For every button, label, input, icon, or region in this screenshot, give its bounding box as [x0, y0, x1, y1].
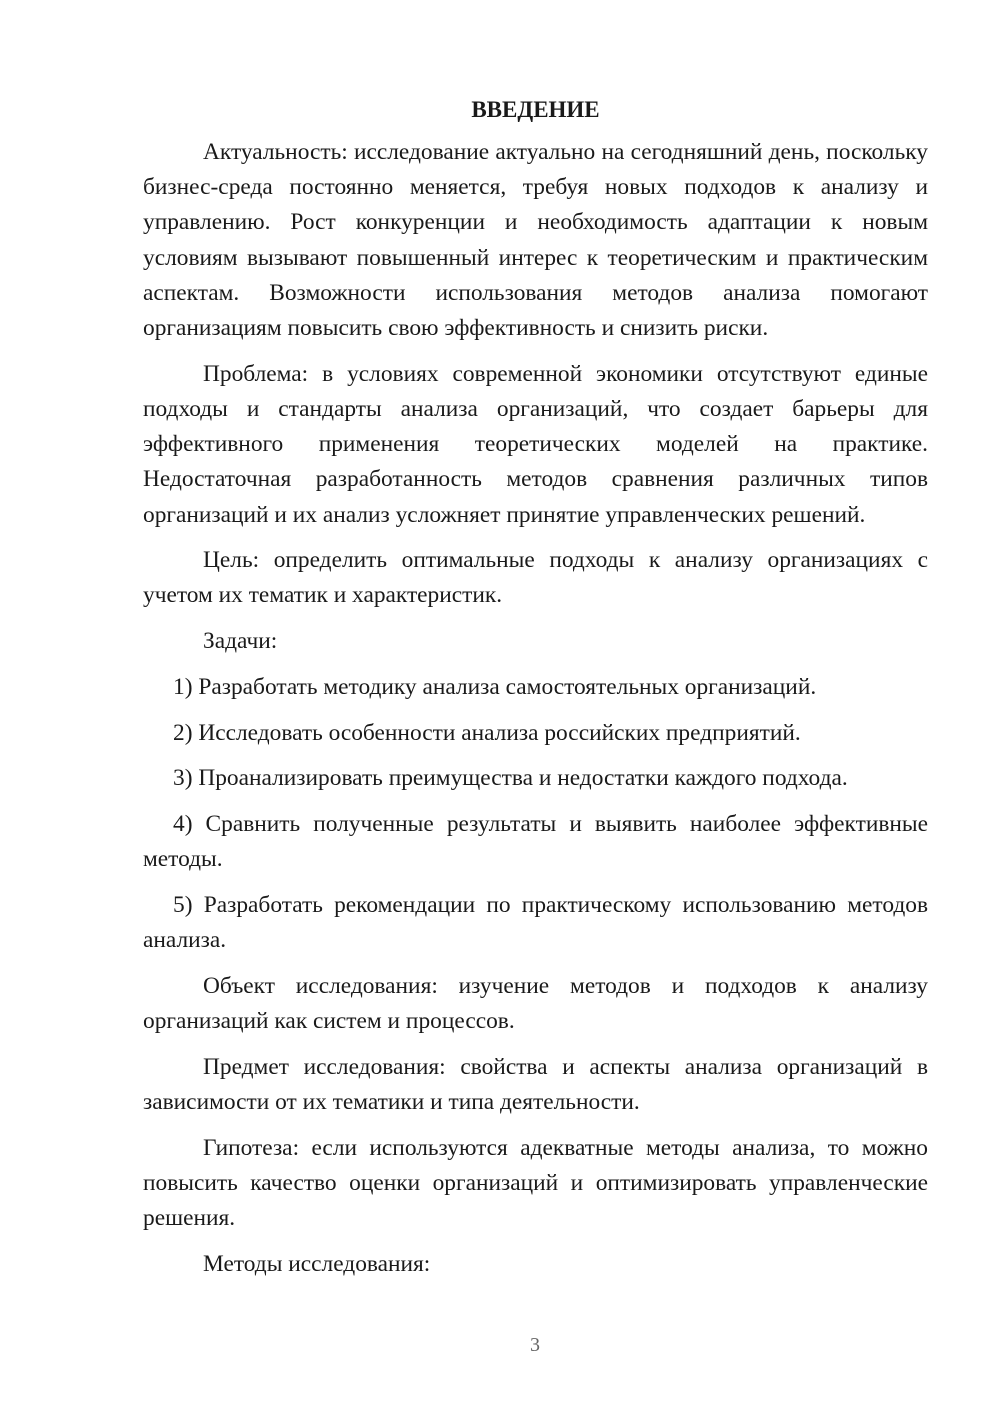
- paragraph-tasks-label: Задачи:: [203, 628, 278, 655]
- paragraph-actuality: Актуальность: исследование актуально на сегодняшний день, поскольку бизнес-среда постоянно меняется, требуя новых подходов к анализу и управлению. Рост конкуренции и необходимость адаптации к новым условиям вызывают повышенный интерес к теоретическим и практическим аспектам. Возможности использования методов анализа помогают организациям повысить свою эффективность и снизить риски.: [143, 139, 928, 342]
- paragraph-subject: Предмет исследования: свойства и аспекты анализа организаций в зависимости от их тематики и типа деятельности.: [143, 1053, 928, 1115]
- paragraph-methods-label: Методы исследования:: [203, 1250, 431, 1277]
- document-body: [143, 92, 928, 1292]
- task-item-4: 4) Сравнить полученные результаты и выявить наиболее эффективные методы.: [143, 810, 928, 873]
- page-number: 3: [530, 1334, 540, 1356]
- paragraph-hypothesis: Гипотеза: если используются адекватные методы анализа, то можно повысить качество оценки организаций и оптимизировать управленческие решения.: [143, 1134, 928, 1231]
- task-item-3: 3) Проанализировать преимущества и недостатки каждого подхода.: [173, 765, 848, 792]
- paragraph-goal: Цель: определить оптимальные подходы к анализу организациях с учетом их тематик и характеристик.: [143, 547, 928, 609]
- paragraph-problem: Проблема: в условиях современной экономики отсутствуют единые подходы и стандарты анализа организаций, что создает барьеры для эффективного применения теоретических моделей на практике. Недостаточная разработанность методов сравнения различных типов организаций и их анализ усложняет принятие управленческих решений.: [143, 360, 928, 528]
- paragraph-object: Объект исследования: изучение методов и подходов к анализу организаций как систем и процессов.: [143, 972, 928, 1034]
- task-item-1: 1) Разработать методику анализа самостоятельных организаций.: [173, 673, 817, 700]
- task-item-2: 2) Исследовать особенности анализа российских предприятий.: [173, 719, 801, 746]
- section-heading: ВВЕДЕНИЕ: [471, 97, 600, 122]
- task-item-5: 5) Разработать рекомендации по практическому использованию методов анализа.: [143, 891, 928, 954]
